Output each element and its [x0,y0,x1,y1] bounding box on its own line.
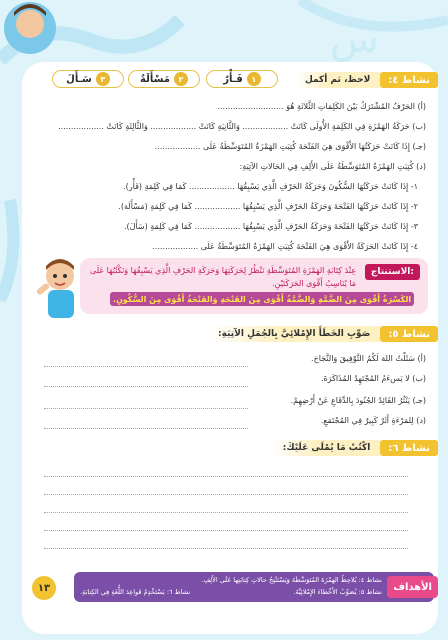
svg-text:س: س [330,16,379,62]
activity4-line-4: ٤- إِذَا كَانَتْ الحَرَكَةُ الأَقْوَى هِيَ الفَتْحَةَ كُتِبَتِ الهَمْزَةُ المُتَوَسِّطَةُ عَلَى .................. [152,242,418,251]
goal-item-2: نشاط ٥: يُصَوِّبُ الأَخْطاءَ الإِمْلائِيَّةَ. [293,588,382,596]
goals-box [74,572,434,602]
activity6-title: اكْتُبْ مَا يُمْلَى عَلَيْكَ: [273,440,381,456]
goal-item-3: نشاط ٦: يَسْتَخْدِمُ قَواعِدَ اللُّغَةِ فِي الكِتابَةِ. [80,588,191,596]
goal-item-1: نشاط ٤: يُلاحِظُ الهَمْزَةَ المُتَوَسِّطَةَ وَيَسْتَنْتِجُ حالاتِ كِتابَتِها عَلَى الأَلِفِ. [201,576,382,584]
activity4-line-b: (ب) حَرَكَةُ الهَمْزَةِ فِي الكَلِمَةِ الأُولَى كَانَتْ .................. وَالثَّانِيَةِ كَانَتْ .................. وَالثَّالِثَةِ كَانَتْ .................. [58,122,426,131]
conclusion-tag: الاستنتاج: [365,264,420,280]
activity5-line-b: (ب) لا يَسءَمُ المُجْتَهِدُ المُذَاكَرَةَ. [320,374,426,383]
answer-line[interactable] [44,408,248,409]
activity5-line-d: (د) لِلمَرْءَةِ أَثَرٌ كَبِيرٌ فِي المُجْتَمَعِ. [320,416,426,425]
boy-illustration [30,256,86,320]
activity6-tag: نشاط ٦: [380,440,438,456]
conclusion-rule: الكَسْرَةُ أَقْوَى مِنَ الضَّمَّةِ وَالضَّمَّةُ أَقْوَى مِنَ الفَتْحَةِ وَالفَتْحَةُ أَقْوَى مِنَ السُّكُونِ. [110,292,414,306]
activity5-header [208,326,438,342]
pill-label: مَسْأَلَةٌ [140,73,170,85]
activity5-tag: نشاط ٥: [380,326,438,342]
activity5-line-a: (أ) سَئَلْتُ اللهَ لَكُمُ التَّوْفِيقَ وَالنَّجَاحَ. [311,354,426,363]
activity4-tag: نشاط ٤: [380,72,438,88]
word-pill-3 [52,70,124,88]
goals-tag: الأهداف [387,576,438,598]
dictation-line[interactable] [44,530,408,531]
pill-label: فَـأْرٌ [223,73,243,85]
pill-number: ١ [247,72,261,86]
activity4-line-2: ٢- إِذَا كَانَتْ حَرَكَتُهَا الفَتْحَةَ وَحَرَكَةُ الحَرْفِ الَّذِي يَسْبِقُهَا .................. كَمَا فِي كَلِمَةِ (مَسْأَلَة). [118,202,418,211]
activity4-line-d: (د) كُتِبَتِ الهَمْزَةُ المُتَوَسِّطَةُ عَلَى الأَلِفِ فِي الحَالاتِ الآتِيَةِ: [239,162,426,171]
activity4-header [295,72,438,88]
dictation-line[interactable] [44,548,408,549]
conclusion-text: عِنْدَ كِتَابَةِ الهَمْزَةِ المُتَوَسِّطَةِ نَنْظُرُ لِحَرَكَتِهَا وَحَرَكَةِ الحَرْفِ الَّذِي يَسْبِقُهَا وَنَكْتُبُهَا عَلَى مَا يُنَاسِبُ أَقْوَى الحَرَكَتَيْنِ. [90,266,356,288]
answer-line[interactable] [44,428,248,429]
word-pill-1 [206,70,278,88]
answer-line[interactable] [44,386,248,387]
activity4-line-3: ٣- إِذَا كَانَتْ حَرَكَتُهَا الفَتْحَةَ وَحَرَكَةُ الحَرْفِ الَّذِي يَسْبِقُهَا .................. كَمَا فِي كَلِمَةِ (سَأَلَ). [123,222,418,231]
dictation-line[interactable] [44,512,408,513]
activity6-header [273,440,438,456]
activity4-line-a: (أ) الحَرْفُ المُشْتَرَكُ بَيْنَ الكَلِمَاتِ الثَّلاثَةِ هُوَ .......................... [217,102,426,111]
activity4-line-c: (جـ) إِذَا كَانَتْ حَرَكَتُهَا الأَقْوَى هِيَ الفَتْحَةَ كُتِبَتِ الهَمْزَةُ المُتَوَسِّطَةُ عَلَى .................. [154,142,426,151]
dictation-line[interactable] [44,494,408,495]
activity5-title: صَوِّبِ الخَطَأَ الإِمْلائِيَّ بِالجُمَلِ الآتِيَةِ: [208,326,380,342]
pill-number: ٣ [96,72,110,86]
activity4-line-1: ١- إِذَا كَانَتْ حَرَكَتُهَا السُّكُونَ وَحَرَكَةُ الحَرْفِ الَّذِي يَسْبِقُهَا .................. كَمَا فِي كَلِمَةِ (فَأْر). [123,182,418,191]
word-pill-2 [128,70,200,88]
dictation-line[interactable] [44,476,408,477]
answer-line[interactable] [44,366,248,367]
page-number: ١٣ [30,574,58,602]
pill-label: سَـأَلَ [66,73,92,85]
pill-number: ٢ [174,72,188,86]
activity4-title: لاحظ، ثم أكمل [295,72,380,88]
conclusion-box [80,258,428,314]
activity5-line-c: (جـ) يَنْثُرُ القَائِدُ الجُنُودَ بِالدِّفَاعِ عَنْ أَرْضِهِمْ. [290,396,426,405]
